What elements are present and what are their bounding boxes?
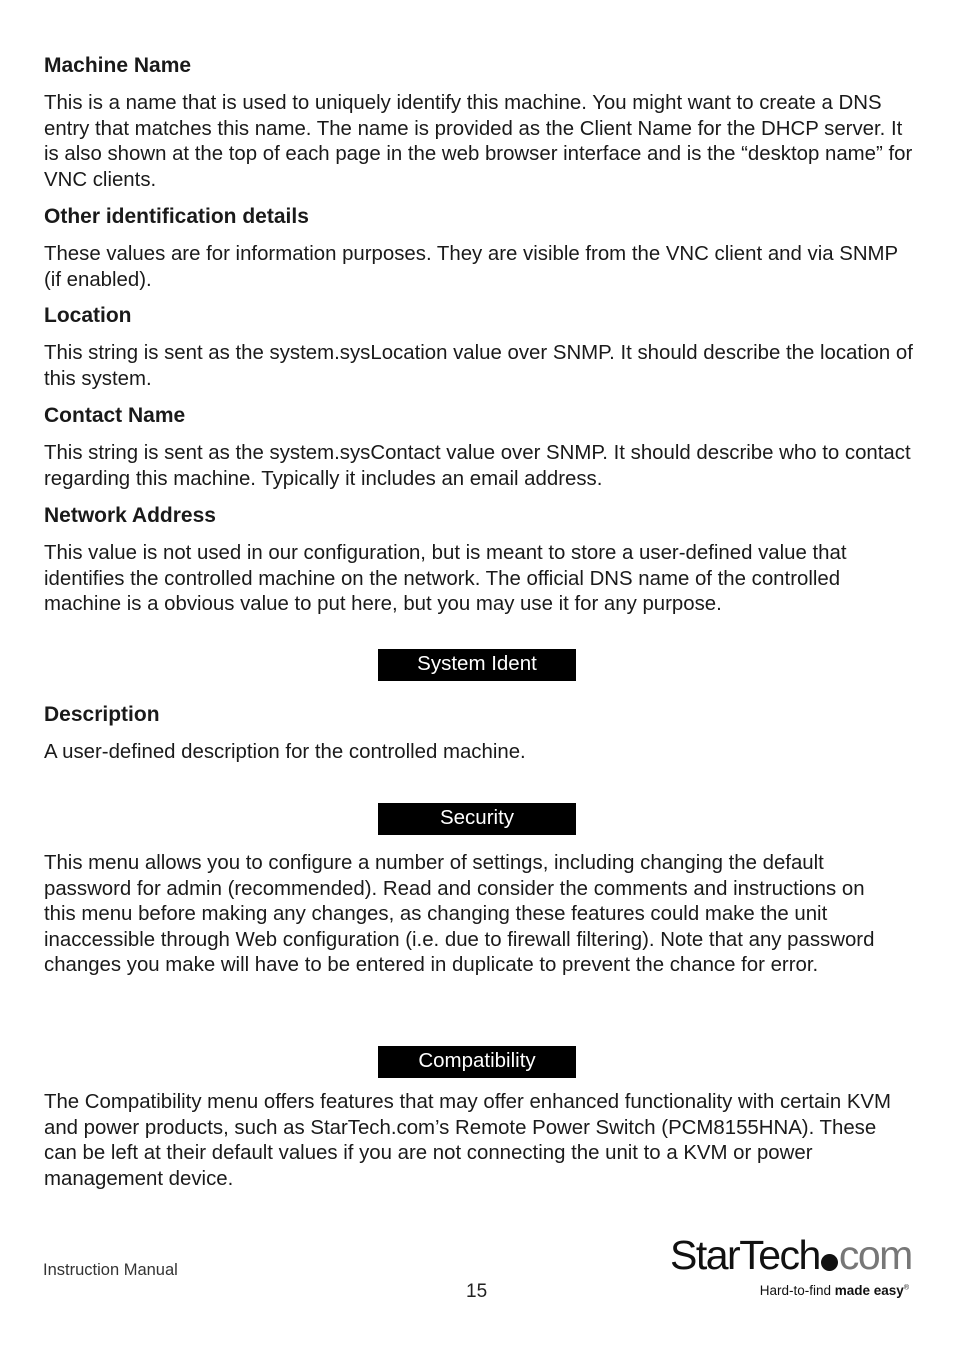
startech-logo xyxy=(670,1232,915,1304)
section-bar-security: Security xyxy=(378,803,576,835)
logo-wordmark xyxy=(670,1232,912,1278)
heading-other-identification: Other identification details xyxy=(44,205,309,228)
logo-word-start: StarTech xyxy=(670,1232,820,1278)
section-bar-system-ident: System Ident xyxy=(378,649,576,681)
tagline-bold: made easy xyxy=(834,1283,904,1298)
paragraph-machine-name: This is a name that is used to uniquely identify this machine. You might want to create a DNS entry that matches this name. The name is provided as the Client Name for the DHCP server. It is also shown at the top of each page in the web browser interface and is the “desktop name” for VNC clients. xyxy=(44,92,913,191)
heading-location: Location xyxy=(44,304,132,327)
paragraph-other-identification: These values are for information purposes. They are visible from the VNC client and via SNMP (if enabled). xyxy=(44,243,898,291)
paragraph-contact-name: This string is sent as the system.sysContact value over SNMP. It should describe who to contact regarding this machine. Typically it includes an email address. xyxy=(44,442,911,490)
tagline-start: Hard-to-find xyxy=(759,1283,835,1298)
logo-dot-icon xyxy=(821,1254,838,1271)
paragraph-compatibility: The Compatibility menu offers features that may offer enhanced functionality with certain KVM and power products, such as StarTech.com’s Remote Power Switch (PCM8155HNA). These can be left at their default values if you are not connecting the unit to a KVM or power management device. xyxy=(44,1091,892,1190)
section-bar-compatibility: Compatibility xyxy=(378,1046,576,1078)
heading-description: Description xyxy=(44,703,160,726)
paragraph-network-address: This value is not used in our configuration, but is meant to store a user-defined value that identifies the controlled machine on the network. The official DNS name of the controlled machine is a obvious value to put here, but you may use it for any purpose. xyxy=(44,542,847,616)
registered-mark: ® xyxy=(903,1284,909,1292)
footer-document-title: Instruction Manual xyxy=(43,1261,178,1279)
heading-contact-name: Contact Name xyxy=(44,404,186,427)
page-number: 15 xyxy=(466,1281,488,1302)
heading-machine-name: Machine Name xyxy=(44,54,192,77)
heading-network-address: Network Address xyxy=(44,504,216,527)
logo-tagline xyxy=(760,1283,909,1298)
paragraph-security: This menu allows you to configure a number of settings, including changing the default password for admin (recommended). Read and consider the comments and instructions on this menu before making any changes, as changing these features could make the unit inaccessible through Web configuration (i.e. due to firewall filtering). Note that any password changes you make will have to be entered in duplicate to prevent the chance for error. xyxy=(44,852,875,977)
paragraph-location: This string is sent as the system.sysLocation value over SNMP. It should describe the location of this system. xyxy=(44,342,913,390)
logo-word-end: com xyxy=(838,1232,912,1278)
paragraph-description: A user-defined description for the controlled machine. xyxy=(44,741,526,763)
